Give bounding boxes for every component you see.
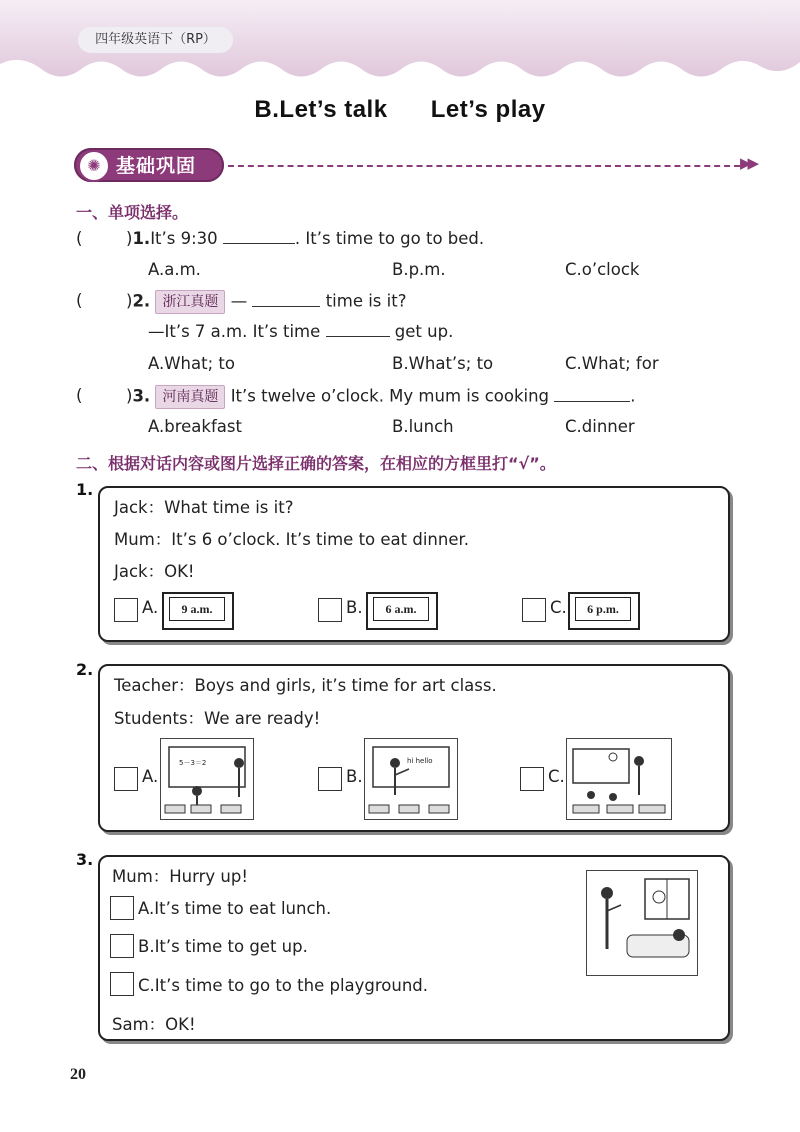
q2-blank-1[interactable] xyxy=(252,305,320,307)
p2-q1-line2: Mum：It’s 6 o’clock. It’s time to eat dinner. xyxy=(114,530,470,549)
classroom-english-picture xyxy=(364,738,458,820)
board-math-text: 5－3＝2 xyxy=(179,759,207,767)
double-arrow-icon: ▶▶ xyxy=(740,154,756,172)
p2-q1-clock-a: 9 a.m. xyxy=(169,597,225,621)
q2-stem-b: time is it? xyxy=(325,291,407,311)
q3-stem-b: . xyxy=(630,386,636,406)
q1-stem xyxy=(126,229,484,248)
q2-paren-open: ( xyxy=(76,291,83,310)
q2-option-b[interactable]: B.What’s; to xyxy=(392,354,494,373)
p2-q2-label-c: C. xyxy=(548,767,565,786)
classroom-math-picture xyxy=(160,738,254,820)
q3-option-a[interactable]: A.breakfast xyxy=(148,417,242,436)
p2-q1-label-a: A. xyxy=(142,598,159,617)
part1-heading: 一、单项选择。 xyxy=(76,203,189,222)
p2-q1-line1: Jack：What time is it? xyxy=(114,498,294,517)
q2-number: 2. xyxy=(132,291,151,311)
page-title xyxy=(0,96,800,124)
q1-option-b[interactable]: B.p.m. xyxy=(392,260,446,279)
q1-blank[interactable] xyxy=(223,242,295,244)
p2-q3-option-a[interactable]: A.It’s time to eat lunch. xyxy=(138,899,332,918)
q2-option-a[interactable]: A.What; to xyxy=(148,354,235,373)
p2-q2-label-b: B. xyxy=(346,767,363,786)
q2-stem xyxy=(126,290,406,314)
part2-heading: 二、根据对话内容或图片选择正确的答案，在相应的方框里打“√”。 xyxy=(76,454,556,473)
q3-source-tag: 河南真题 xyxy=(155,385,225,409)
q3-blank[interactable] xyxy=(554,400,630,402)
q2-source-tag: 浙江真题 xyxy=(155,290,225,314)
p2-q3-option-c[interactable]: C.It’s time to go to the playground. xyxy=(138,976,429,995)
q1-option-a[interactable]: A.a.m. xyxy=(148,260,201,279)
section-badge-label: 基础巩固 xyxy=(116,155,197,177)
board-english-text: hi hello xyxy=(407,757,433,765)
q2-dash: — xyxy=(230,291,248,311)
q3-option-b[interactable]: B.lunch xyxy=(392,417,454,436)
p2-q3-checkbox-c[interactable] xyxy=(110,972,134,996)
p2-q3-line2: Sam：OK! xyxy=(112,1015,196,1034)
q3-option-c[interactable]: C.dinner xyxy=(565,417,635,436)
p2-q3-checkbox-b[interactable] xyxy=(110,934,134,958)
q2-paren-close: ) xyxy=(126,291,133,311)
p2-q2-line2: Students：We are ready! xyxy=(114,709,321,728)
p2-q1-number: 1. xyxy=(76,480,94,499)
q3-paren-close: ) xyxy=(126,386,133,406)
q3-paren-open: ( xyxy=(76,386,83,405)
p2-q2-line1: Teacher：Boys and girls, it’s time for art class. xyxy=(114,676,497,695)
q2-line2-a: —It’s 7 a.m. It’s time xyxy=(148,322,321,341)
title-part-b: Let’s play xyxy=(430,96,546,123)
q1-paren-open: ( xyxy=(76,229,83,248)
q1-option-c[interactable]: C.o’clock xyxy=(565,260,640,279)
title-part-a: B.Let’s talk xyxy=(254,96,388,123)
q3-stem-a: It’s twelve o’clock. My mum is cooking xyxy=(230,386,550,406)
q3-stem xyxy=(126,385,636,409)
p2-q1-line3: Jack：OK! xyxy=(114,562,195,581)
p2-q3-checkbox-a[interactable] xyxy=(110,896,134,920)
q2-line2-b: get up. xyxy=(394,322,454,341)
p2-q2-label-a: A. xyxy=(142,767,159,786)
q2-option-c[interactable]: C.What; for xyxy=(565,354,659,373)
book-title-tag: 四年级英语下（RP） xyxy=(78,27,233,53)
p2-q3-number: 3. xyxy=(76,850,94,869)
q3-number: 3. xyxy=(132,386,151,406)
lightbulb-icon: ✺ xyxy=(78,150,110,182)
p2-q1-label-b: B. xyxy=(346,598,363,617)
p2-q3-line1: Mum：Hurry up! xyxy=(112,867,248,886)
q1-stem-b: . It’s time to go to bed. xyxy=(294,229,485,248)
bedroom-picture xyxy=(586,870,698,976)
p2-q2-checkbox-c[interactable] xyxy=(520,767,544,791)
p2-q2-number: 2. xyxy=(76,660,94,679)
p2-q1-clock-b: 6 a.m. xyxy=(373,597,429,621)
q2-line2 xyxy=(148,322,453,341)
p2-q1-label-c: C. xyxy=(550,598,567,617)
q2-blank-2[interactable] xyxy=(326,335,390,337)
section-divider xyxy=(228,165,740,167)
classroom-art-picture xyxy=(566,738,672,820)
p2-q1-checkbox-b[interactable] xyxy=(318,598,342,622)
p2-q1-checkbox-a[interactable] xyxy=(114,598,138,622)
q1-paren-close: ) xyxy=(126,229,133,248)
p2-q1-clock-c: 6 p.m. xyxy=(575,597,631,621)
q1-stem-a: It’s 9:30 xyxy=(150,229,218,248)
p2-q2-checkbox-a[interactable] xyxy=(114,767,138,791)
q1-number: 1. xyxy=(132,229,151,248)
page-number: 20 xyxy=(70,1066,86,1083)
p2-q3-option-b[interactable]: B.It’s time to get up. xyxy=(138,937,308,956)
p2-q2-checkbox-b[interactable] xyxy=(318,767,342,791)
p2-q1-checkbox-c[interactable] xyxy=(522,598,546,622)
